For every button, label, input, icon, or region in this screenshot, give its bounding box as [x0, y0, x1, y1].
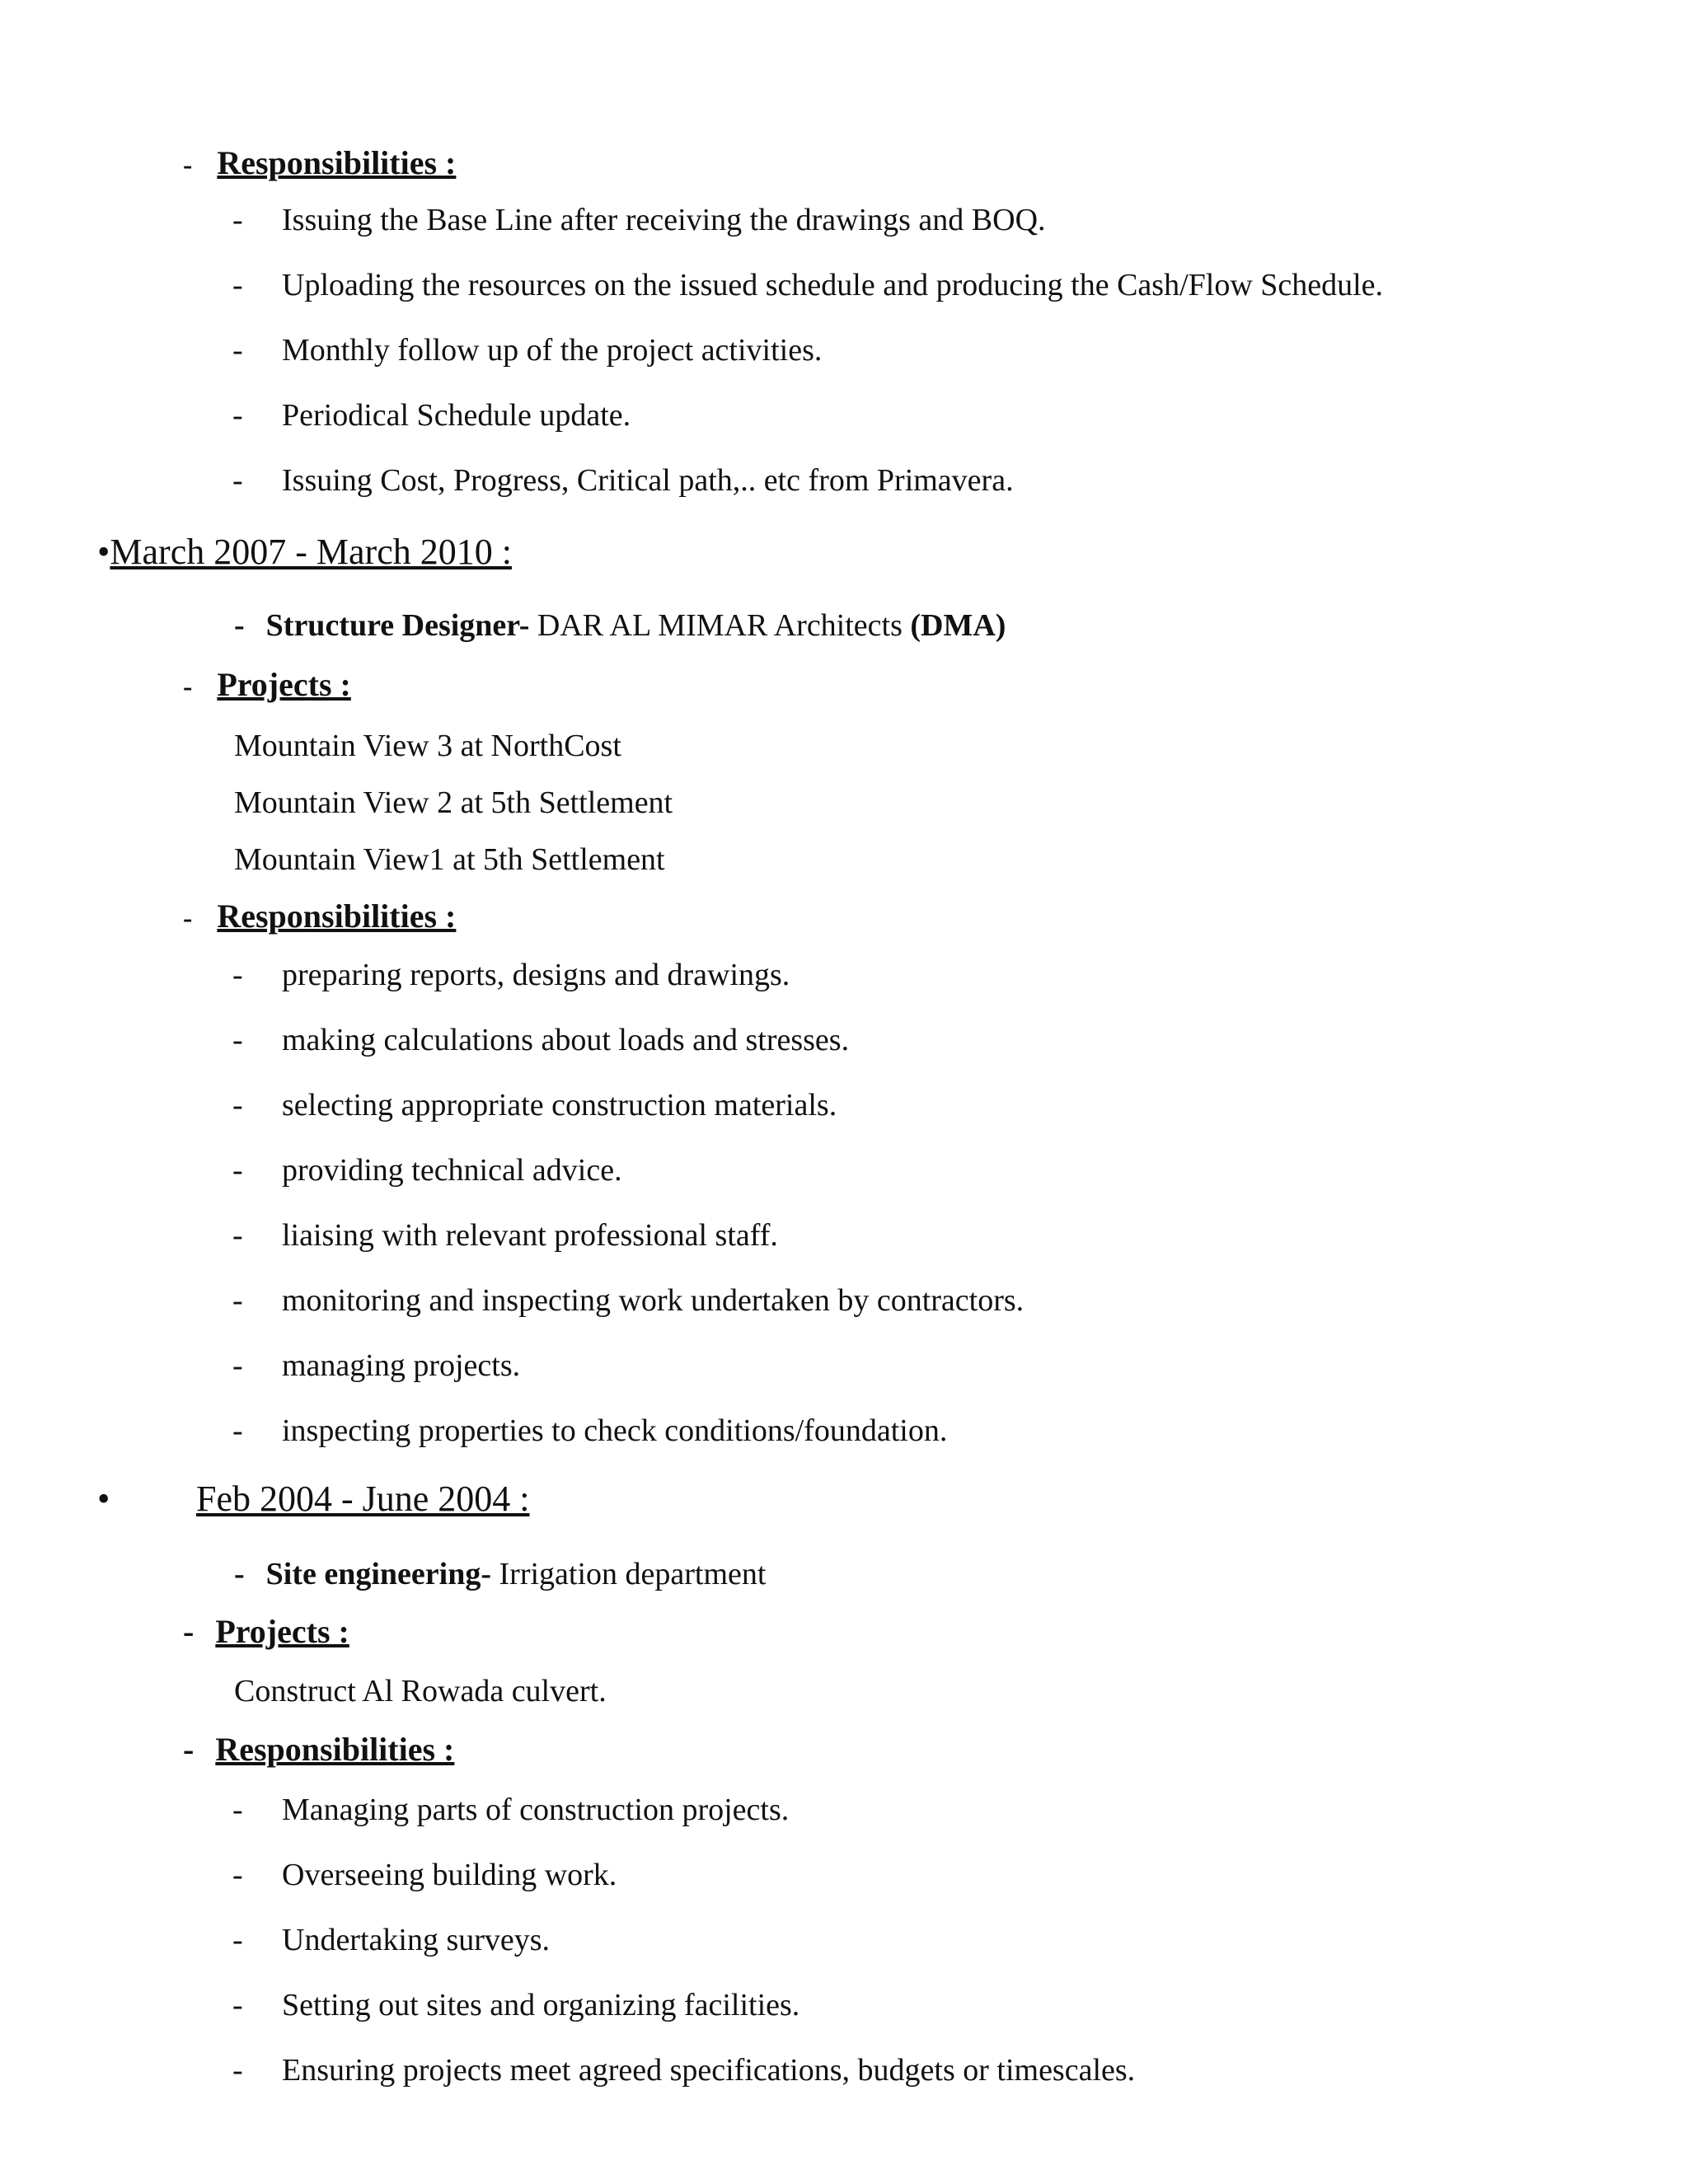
- dash-marker: -: [183, 1613, 195, 1650]
- projects-heading: Projects :: [215, 1613, 349, 1650]
- dash-marker: -: [232, 1793, 243, 1827]
- dash-marker: -: [232, 1023, 243, 1057]
- responsibilities-heading-row: [183, 1733, 454, 1766]
- department-name: Irrigation department: [491, 1557, 767, 1591]
- responsibility-text: Ensuring projects meet agreed specifications, budgets or timescales.: [282, 2053, 1136, 2088]
- dash-marker: -: [183, 150, 193, 180]
- dash-marker: -: [232, 463, 243, 498]
- dash-marker: -: [183, 1731, 195, 1768]
- responsibility-text: Undertaking surveys.: [282, 1923, 551, 1957]
- projects-heading: Projects :: [217, 666, 351, 703]
- company-name: DAR AL MIMAR Architects: [529, 608, 911, 643]
- period-heading: March 2007 - March 2010 :: [110, 532, 512, 572]
- project-item: Mountain View 2 at 5th Settlement: [234, 785, 673, 820]
- responsibility-text: inspecting properties to check conditions/foundation.: [282, 1413, 948, 1448]
- responsibilities-heading: Responsibilities :: [215, 1731, 455, 1768]
- responsibility-text: Setting out sites and organizing facilities.: [282, 1988, 800, 2022]
- bullet-marker: •: [97, 532, 110, 572]
- responsibility-text: Issuing the Base Line after receiving the drawings and BOQ.: [282, 203, 1046, 237]
- responsibility-text: selecting appropriate construction materials.: [282, 1088, 837, 1122]
- dash-marker: -: [232, 1988, 243, 2022]
- dash-marker: -: [234, 608, 245, 643]
- responsibility-text: Periodical Schedule update.: [282, 398, 631, 433]
- dash-marker: -: [232, 1348, 243, 1383]
- responsibility-text: Monthly follow up of the project activities.: [282, 333, 823, 368]
- role-line: [234, 610, 1006, 641]
- dash-marker: -: [232, 333, 243, 368]
- role-label: Site engineering-: [265, 1557, 492, 1591]
- responsibility-text: Overseeing building work.: [282, 1858, 617, 1892]
- project-item: Construct Al Rowada culvert.: [234, 1674, 607, 1708]
- role-label: Structure Designer-: [265, 608, 530, 643]
- responsibilities-heading-row: [183, 900, 456, 933]
- bullet-marker: •: [97, 1479, 110, 1519]
- responsibility-text: managing projects.: [282, 1348, 521, 1383]
- period-heading-row: [97, 534, 512, 570]
- dash-marker: -: [232, 1283, 243, 1318]
- dash-marker: -: [232, 1153, 243, 1188]
- period-heading-wrap: [196, 1481, 530, 1517]
- project-item: Mountain View 3 at NorthCost: [234, 729, 621, 763]
- dash-marker: -: [232, 1858, 243, 1892]
- responsibilities-heading: Responsibilities :: [217, 898, 457, 935]
- responsibility-text: monitoring and inspecting work undertaken by contractors.: [282, 1283, 1025, 1318]
- projects-heading-row: [183, 668, 351, 701]
- responsibility-text: making calculations about loads and stresses.: [282, 1023, 850, 1057]
- period-heading-row: [97, 1481, 110, 1517]
- responsibilities-heading-row: [183, 144, 457, 181]
- dash-marker: -: [232, 1218, 243, 1253]
- responsibility-text: liaising with relevant professional staff.: [282, 1218, 778, 1253]
- dash-marker: -: [234, 1557, 245, 1591]
- dash-marker: -: [232, 958, 243, 992]
- dash-marker: -: [232, 1413, 243, 1448]
- dash-marker: -: [232, 2053, 243, 2088]
- responsibility-text: Managing parts of construction projects.: [282, 1793, 790, 1827]
- projects-heading-row: [183, 1615, 349, 1648]
- responsibility-text: Uploading the resources on the issued schedule and producing the Cash/Flow Schedule.: [282, 268, 1384, 302]
- responsibility-text: Issuing Cost, Progress, Critical path,.. etc from Primavera.: [282, 463, 1014, 498]
- period-heading: Feb 2004 - June 2004 :: [196, 1479, 530, 1519]
- dash-marker: -: [232, 1923, 243, 1957]
- project-item: Mountain View1 at 5th Settlement: [234, 842, 665, 877]
- dash-marker: -: [183, 903, 193, 934]
- dash-marker: -: [183, 672, 193, 702]
- responsibility-text: providing technical advice.: [282, 1153, 622, 1188]
- dash-marker: -: [232, 203, 243, 237]
- responsibilities-heading: Responsibilities :: [217, 144, 457, 181]
- dash-marker: -: [232, 1088, 243, 1122]
- dash-marker: -: [232, 398, 243, 433]
- role-line: [234, 1558, 766, 1590]
- responsibility-text: preparing reports, designs and drawings.: [282, 958, 790, 992]
- dash-marker: -: [232, 268, 243, 302]
- company-abbr: (DMA): [910, 608, 1006, 643]
